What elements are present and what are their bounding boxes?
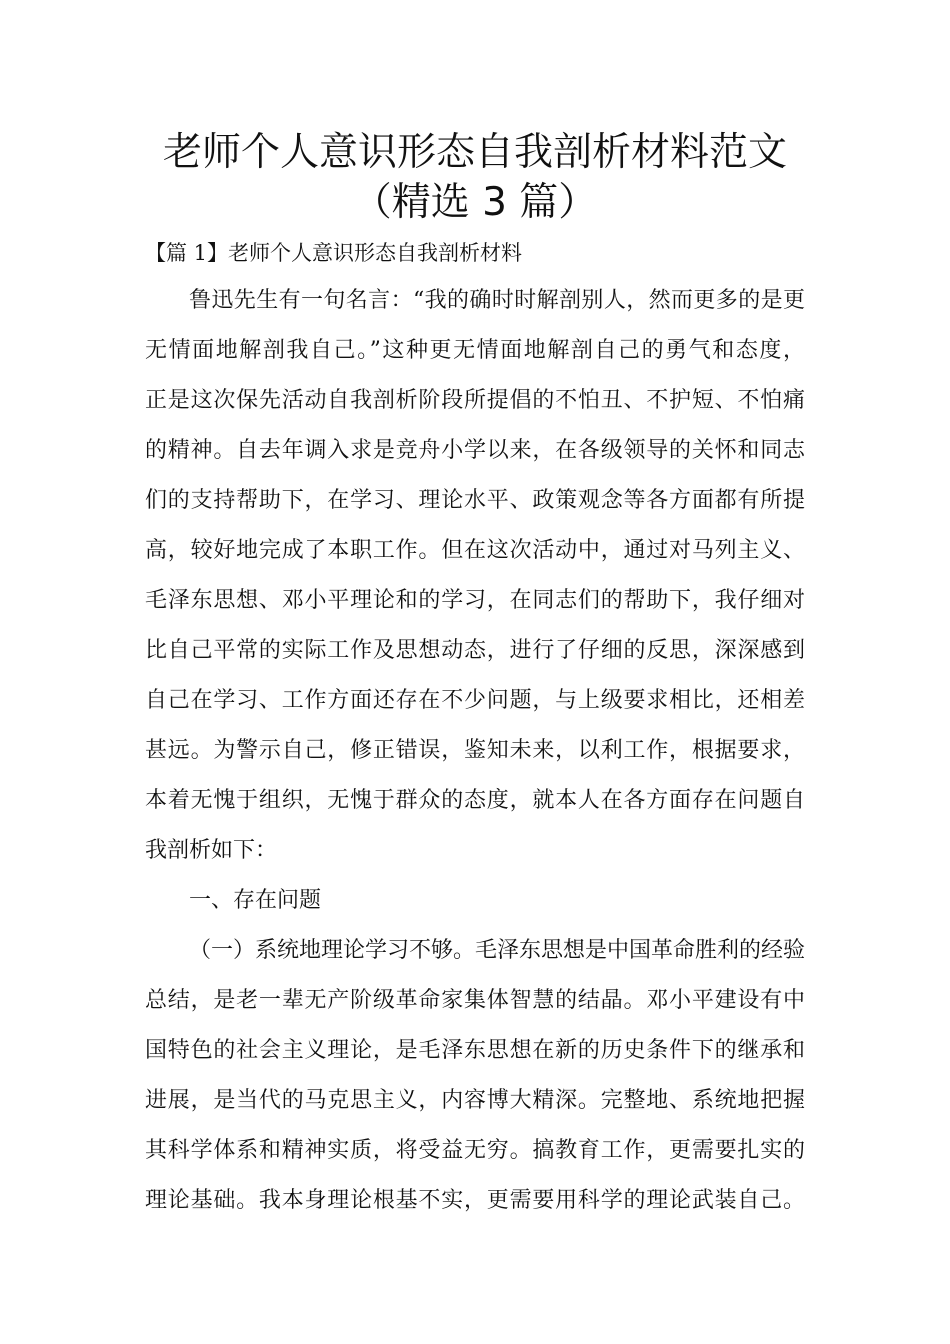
paragraph-line: 毛泽东思想、邓小平理论和的学习，在同志们的帮助下，我仔细对 (145, 588, 805, 613)
document-subtitle: （精选 3 篇） (352, 180, 598, 225)
paragraph-line: 无情面地解剖我自己。”这种更无情面地解剖自己的勇气和态度， (145, 338, 805, 363)
paragraph-line: 甚远。为警示自己，修正错误，鉴知未来，以利工作，根据要求， (145, 738, 805, 763)
paragraph-line: 理论基础。我本身理论根基不实，更需要用科学的理论武装自己。 (145, 1188, 805, 1213)
section-heading: 【篇 1】老师个人意识形态自我剖析材料 (145, 241, 523, 265)
paragraph-line: 总结，是老一辈无产阶级革命家集体智慧的结晶。邓小平建设有中 (145, 988, 805, 1013)
paragraph-line: 其科学体系和精神实质，将受益无穷。搞教育工作，更需要扎实的 (145, 1138, 805, 1163)
paragraph-line: 进展，是当代的马克思主义，内容博大精深。完整地、系统地把握 (145, 1088, 805, 1113)
paragraph-line: 们的支持帮助下，在学习、理论水平、政策观念等各方面都有所提 (145, 488, 805, 513)
paragraph-line: 正是这次保先活动自我剖析阶段所提倡的不怕丑、不护短、不怕痛 (145, 388, 805, 413)
paragraph-line: 的精神。自去年调入求是竞舟小学以来，在各级领导的关怀和同志 (145, 438, 805, 463)
paragraph-line: （一）系统地理论学习不够。毛泽东思想是中国革命胜利的经验 (189, 938, 805, 963)
paragraph-line: 比自己平常的实际工作及思想动态，进行了仔细的反思，深深感到 (145, 638, 805, 663)
document-title: 老师个人意识形态自我剖析材料范文 (162, 130, 787, 175)
paragraph-line: 国特色的社会主义理论，是毛泽东思想在新的历史条件下的继承和 (145, 1038, 805, 1063)
paragraph-line: 我剖析如下： (145, 838, 278, 863)
paragraph-line: 高，较好地完成了本职工作。但在这次活动中，通过对马列主义、 (145, 538, 805, 563)
paragraph-line: 自己在学习、工作方面还存在不少问题，与上级要求相比，还相差 (145, 688, 805, 713)
paragraph-line: 本着无愧于组织，无愧于群众的态度，就本人在各方面存在问题自 (145, 788, 805, 813)
paragraph-line: 鲁迅先生有一句名言：“我的确时时解剖别人，然而更多的是更 (189, 288, 805, 313)
subsection-heading: 一、存在问题 (189, 888, 322, 913)
